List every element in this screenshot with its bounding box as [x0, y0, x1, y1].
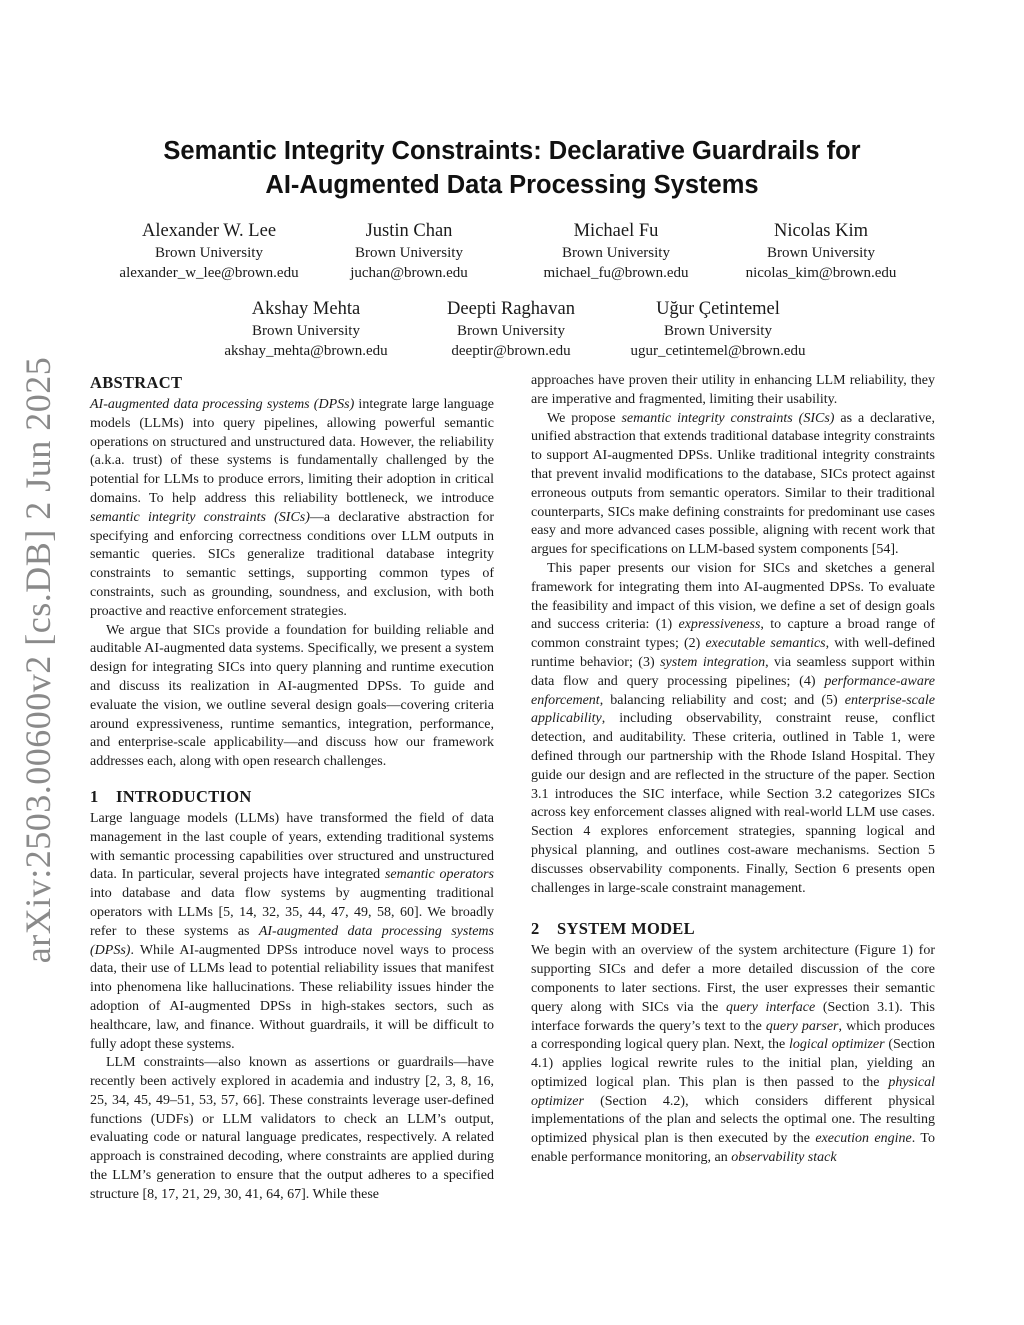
right-column — [531, 372, 935, 1168]
abstract-term: semantic integrity constraints (SICs) — [90, 509, 310, 525]
author-email[interactable]: nicolas_kim@brown.edu — [745, 265, 897, 281]
author-name: Deepti Raghavan — [447, 299, 575, 319]
term: query interface — [725, 999, 816, 1015]
paper-title — [90, 134, 934, 202]
author-affiliation: Brown University — [155, 245, 263, 261]
term: execution engine — [815, 1131, 912, 1147]
author-name: Justin Chan — [365, 221, 453, 241]
left-column — [90, 372, 494, 1205]
arxiv-identifier-stamp: arXiv:2503.00600v2 [cs.DB] 2 Jun 2025 — [18, 356, 58, 964]
body-text: Large language models (LLMs) have transformed the field of data management in the last couple of years, extending traditional systems with semantic processing capabilities over structured and unstructured data. In particular, several projects have integrated — [90, 810, 494, 883]
body-text: , to capture a broad range of common constraint types; (2) — [531, 617, 935, 652]
author-card — [289, 220, 529, 283]
body-text: , which produces a corresponding logical query plan. Next, the — [531, 1018, 935, 1053]
author-name: Akshay Mehta — [251, 299, 361, 319]
author-affiliation: Brown University — [457, 323, 565, 339]
title-line-2: AI-Augmented Data Processing Systems — [265, 171, 759, 199]
author-email[interactable]: deeptir@brown.edu — [451, 343, 571, 359]
author-email[interactable]: michael_fu@brown.edu — [543, 265, 689, 281]
section-number: 1 — [90, 786, 99, 806]
body-text: . To enable performance monitoring, an — [531, 1131, 935, 1166]
body-text: , via seamless support within data flow and query processing pipelines; (4) — [531, 654, 935, 689]
section-number: 2 — [531, 919, 540, 939]
title-line-1: Semantic Integrity Constraints: Declarative Guardrails for — [163, 137, 861, 165]
body-text: , including observability, constraint reuse, conflict detection, and auditability. These criteria, outlined in Table 1, were defined through our partnership with the Rhode Island Hospital. They guide our design and are reflected in the structure of the paper. Section 3.1 introduces the SIC interface, while Section 3.2 categorizes SICs across key enforcement classes aligned with real-world LLM use cases. Section 4 explores enforcement strategies, spanning logical and physical planning, and outlines cost-aware mechanisms. Section 5 discusses observability components. Finally, Section 6 presents open challenges in large-scale constraint management. — [531, 711, 935, 896]
abstract-text: integrate large language models (LLMs) into query pipelines, allowing powerful semantic operations on structured and unstructured data. However, the reliability (a.k.a. trust) of these systems is fundamentally challenged by the potential for LLMs to produce errors, limiting their adoption in critical domains. To help address this reliability bottleneck, we introduce — [90, 397, 495, 506]
author-affiliation: Brown University — [355, 245, 463, 261]
author-email[interactable]: akshay_mehta@brown.edu — [224, 343, 388, 359]
abstract-paragraph-2: We argue that SICs provide a foundation for building reliable and auditable AI-augmented data systems. Specifically, we present a system design for integrating SICs into query planning and runtime execution and discuss its realization in AI-augmented DPSs. To guide and evaluate the vision, we outline several design goals—covering criteria around expressiveness, runtime semantics, integration, performance, and enterprise-scale applicability—and discuss how our framework addresses each, along with open research challenges. — [90, 622, 494, 770]
body-text: (Section 4.1) applies logical rewrite rules to the initial plan, yielding an optimized logical plan. This plan is then passed to the — [531, 1037, 936, 1090]
term: semantic integrity constraints (SICs) — [621, 410, 835, 426]
author-name: Uğur Çetintemel — [656, 299, 780, 319]
abstract-heading: ABSTRACT — [90, 373, 183, 392]
author-name: Alexander W. Lee — [141, 221, 277, 241]
body-text: . While AI-augmented DPSs introduce novel ways to process data, their use of LLMs lead to potential reliability issues that manifest into phenomena like hallucinations. These reliability issues hinder the adoption of AI-augmented DPSs in high-stakes sectors, such as healthcare, law, and finance. Without guardrails, it will be difficult to fully adopt these systems. — [90, 942, 494, 1052]
body-text: We propose — [547, 410, 622, 426]
intro-paragraph-1 — [90, 810, 494, 1054]
term: AI-augmented data processing systems (DPSs) — [90, 923, 494, 958]
term: query parser — [765, 1018, 839, 1034]
abstract-text: —a declarative abstraction for specifying and enforcing correctness conditions over LLM outputs in semantic queries. SICs generalize traditional database integrity constraints to semantic settings, supporting common types of constraints, such as grounding, soundness, and exclusion, with both proactive and reactive enforcement strategies. — [90, 509, 495, 619]
author-affiliation: Brown University — [562, 245, 670, 261]
intro-paragraph-3 — [531, 410, 935, 560]
author-name: Nicolas Kim — [773, 221, 869, 241]
author-card — [701, 220, 941, 283]
body-text: , with well-defined runtime behavior; (3) — [531, 636, 936, 670]
abstract-term: AI-augmented data processing systems (DPSs) — [90, 397, 355, 412]
section-heading-introduction — [90, 786, 494, 808]
author-card — [496, 220, 736, 283]
body-text: (Section 3.1). This interface forwards the query’s text to the — [531, 999, 935, 1034]
author-affiliation: Brown University — [767, 245, 875, 261]
term: performance-aware enforcement — [531, 673, 935, 708]
author-affiliation: Brown University — [252, 323, 360, 339]
term: observability stack — [731, 1150, 837, 1166]
system-model-paragraph-1 — [531, 942, 935, 1168]
body-text: as a declarative, unified abstraction that extends traditional database integrity constraints to support AI-augmented DPSs. Unlike traditional integrity constraints that prevent invalid modifications to the database, SICs protect against erroneous outputs from semantic operators. Similar to their traditional counterparts, SICs make defining constraints for predominant use cases easy and more advanced cases possible, aligning with recent work that argues for specifications on LLM-based system components [54]. — [531, 410, 935, 558]
term: semantic operators — [384, 867, 494, 883]
term: physical optimizer — [531, 1074, 935, 1109]
term: expressiveness — [678, 617, 761, 633]
author-email[interactable]: juchan@brown.edu — [350, 265, 468, 281]
term: executable semantics — [705, 636, 826, 652]
section-title: SYSTEM MODEL — [557, 919, 695, 939]
intro-paragraph-2: LLM constraints—also known as assertions or guardrails—have recently been actively explored in academia and industry [2, 3, 8, 16, 25, 34, 45, 49–51, 53, 57, 66]. These constraints leverage user-defined functions (UDFs) or LLM validators to check an LLM’s output, evaluating code or natural language predicates, respectively. A related approach is constrained decoding, where constraints are applied during the LLM’s generation to ensure that the output adheres to a specified structure [8, 17, 21, 29, 30, 41, 64, 67]. While these — [90, 1055, 494, 1202]
author-email[interactable]: ugur_cetintemel@brown.edu — [630, 343, 806, 359]
author-affiliation: Brown University — [664, 323, 772, 339]
term: system integration — [660, 654, 766, 670]
section-title: INTRODUCTION — [116, 786, 252, 806]
body-text: (Section 4.2), which considers different physical implementations of the plan and selects the optimal one. The resulting optimized physical plan is then executed by the — [531, 1093, 935, 1147]
term: enterprise-scale applicability — [531, 692, 935, 727]
intro-paragraph-4 — [531, 560, 935, 898]
section-heading-system-model — [531, 918, 935, 940]
body-text: We begin with an overview of the system architecture (Figure 1) for supporting SICs and defer a more detailed discussion of the core components to later sections. First, the user expresses their semantic query along with SICs via the — [531, 943, 935, 1015]
author-name: Michael Fu — [573, 221, 659, 241]
body-text: into database and data flow systems by augmenting traditional operators with LLMs [5, 14, 32, 35, 44, 47, 49, 58, 60]. We broadly refer to these systems as — [90, 886, 494, 939]
body-text: , balancing reliability and cost; and (5) — [599, 692, 845, 708]
term: logical optimizer — [789, 1037, 885, 1053]
author-card — [598, 298, 838, 361]
author-card — [391, 298, 631, 361]
body-text: This paper presents our vision for SICs and sketches a general framework for integrating them into AI-augmented DPSs. To evaluate the feasibility and impact of this vision, we define a set of design goals and success criteria: (1) — [531, 560, 935, 633]
author-card — [186, 298, 426, 361]
abstract-paragraph-1 — [90, 396, 494, 622]
intro-paragraph-2-continued: approaches have proven their utility in enhancing LLM reliability, they are imperative and fragmented, limiting their usability. — [531, 373, 935, 407]
author-email[interactable]: alexander_w_lee@brown.edu — [119, 265, 299, 281]
